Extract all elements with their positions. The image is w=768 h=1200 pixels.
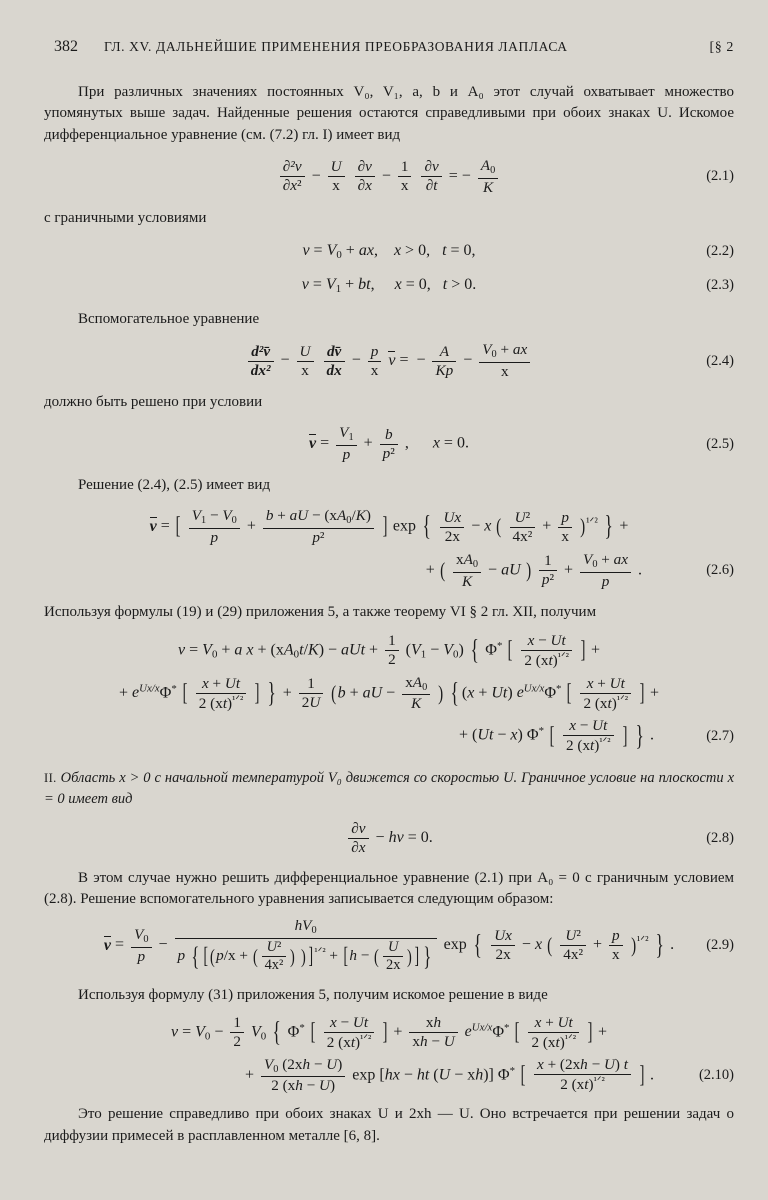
equation-2-2	[44, 241, 734, 263]
equation-2-6-line1-body: v = [ $\frac{V_1 - V_0}{p}$ + $\frac{b + aU - (хA_0/K)}{\text{p²}}$ ] exp { $\frac{Ux}{2х}$ − x ( $\frac{\text{U²}}{\text{4х²}}$ + $\frac{p}{х}$ )$^{^1ᐟ^2}$ } +	[149, 507, 629, 546]
equation-2-8	[44, 821, 734, 856]
equation-number-2-4: (2.4)	[706, 352, 734, 369]
equation-2-7-line3-body: + (Ut − x) Φ* [ $\frac{x - Ut}{2 (хt)^{^1ᐟ^2}}$ ] } .	[459, 717, 654, 755]
equation-2-7-line1	[44, 633, 734, 669]
equation-2-3-body: $v = V_1$ + bt, x = 0, t > 0.	[301, 276, 477, 296]
equation-number-2-9: (2.9)	[706, 937, 734, 954]
equation-2-5-body: v = $\frac{V_1}{p}$ + $\frac{b}{\text{p²}}$ , x = 0.	[309, 424, 469, 463]
note-lead: II.	[44, 771, 57, 786]
equation-2-9-body: v = $\frac{V_0}{p}$ − $hV_0$ p { [ (p/х + ( $\frac{\text{U²}}{\text{4х²}}$ ) ) ] $^{^1ᐟ^2}$ + [h − ( $\frac{U}{2х}$ ) ] } exp { $\frac{Ux}{2х}$ − x ( $\frac{\text{U²}}{\text{4х²}}$ + $\frac{p}{х}$ )$^{^1ᐟ^2}$ } .	[103, 917, 675, 974]
equation-2-8-body: $\frac{\partial v}{\partial x}$ − hv = 0.	[345, 821, 432, 856]
equation-2-4	[44, 342, 734, 380]
equation-2-10-line2	[44, 1057, 734, 1095]
paragraph-1: При различных значениях постоянных V₀, V₁, a, b и A₀ этот случай охватывает множество упомянутых выше задач. Найденные решения остаются справедливыми при обоих знаках U. Искомое дифференциальное уравнение (см. (7.2) гл. I) имеет вид	[44, 84, 734, 143]
paragraph-9: Это решение справедливо при обоих знаках U и 2хh — U. Оно встречается при решении задач о диффузии примесей в расплавленном металле [6, 8].	[44, 1106, 734, 1144]
equation-number-2-10: (2.10)	[698, 1066, 734, 1083]
equation-number-2-7: (2.7)	[706, 727, 734, 744]
equation-2-1	[44, 158, 734, 196]
paragraph-3: Вспомогательное уравнение	[78, 310, 260, 327]
equation-2-10-line1-body: $v = V_0$ − $\frac{1}{2}$ $V_0$ { Φ* [ $\frac{x - Ut}{2 (хt)^{^1ᐟ^2}}$ ] + $\frac{хh}{хh - U}$ $e^{Ux/х}\Phi^*$ [ $\frac{x + Ut}{2 (хt)^{^1ᐟ^2}}$ ] +	[170, 1013, 608, 1051]
paragraph-7: В этом случае нужно решить дифференциальное уравнение (2.1) при A₀ = 0 с граничным условием (2.8). Решение вспомогательного уравнения записывается следующим образом:	[44, 869, 734, 908]
paragraph-2: с граничными условиями	[44, 209, 207, 226]
section-marker: [§ 2	[709, 40, 734, 55]
equation-2-6-line1	[44, 508, 734, 546]
equation-2-1-body: $\frac{\text{∂²v}}{\text{∂x²}}$ − $\frac{U}{х}$ $\frac{\partial v}{\partial x}$ − $\frac{1}{х}$ $\frac{\partial v}{\partial t}$ = − $\frac{A_0}{K}$	[277, 158, 501, 196]
equation-2-7-line2	[44, 675, 734, 713]
equation-number-2-3: (2.3)	[706, 277, 734, 294]
equation-2-7-line2-body: + $e^{Ux/х}\Phi^*$ [ $\frac{x + Ut}{2 (хt)^{^1ᐟ^2}}$ ] } + $\frac{1}{2U}$ (b + aU − $\frac{хA_0}{K}$ ) { (x + Ut) $e^{Ux/х}\Phi^*$ [ $\frac{x + Ut}{2 (хt)^{^1ᐟ^2}}$ ] +	[118, 673, 660, 713]
equation-number-2-6: (2.6)	[706, 562, 734, 579]
equation-2-10-line2-body: + $\frac{V_0 (2хh - U)}{2 (хh - U)}$ exp [hx − ht (U − хh)] Φ* [ $\frac{x + (2хh - U) t}{2 (хt)^{^1ᐟ^2}}$ ] .	[244, 1055, 654, 1095]
equation-2-5	[44, 425, 734, 463]
equation-2-10-line1	[44, 1015, 734, 1051]
equation-2-6-line2	[44, 552, 734, 590]
page-header	[44, 38, 734, 56]
equation-number-2-8: (2.8)	[706, 829, 734, 846]
equation-2-7-line1-body: $v = V_0 + a$ $x + (хA_0t/K)$ − aUt + $\frac{1}{2}$ $(V_1 - V_0)$ { Φ* [ $\frac{x - Ut}{2 (хt)^{^1ᐟ^2}}$ ] +	[178, 631, 600, 669]
equation-2-9	[44, 918, 734, 973]
note-paragraph	[44, 768, 734, 809]
running-title: ГЛ. XV. ДАЛЬНЕЙШИЕ ПРИМЕНЕНИЯ ПРЕОБРАЗОВАНИЯ ЛАПЛАСА	[104, 39, 568, 54]
equation-2-2-body: $v = V_0$ + ax, x > 0, t = 0,	[302, 242, 476, 262]
equation-number-2-5: (2.5)	[706, 435, 734, 452]
equation-2-3	[44, 275, 734, 297]
paragraph-4: должно быть решено при условии	[44, 393, 263, 410]
equation-2-4-body: $\frac{\text{d²v̄}}{\text{dx²}}$ − $\frac{U}{х}$ $\frac{dv̄}{dx}$ − $\frac{p}{х}$ v = − $\frac{A}{Kp}$ − $\frac{V_0 + ax}{х}$	[245, 342, 533, 380]
note-text: Область x > 0 с начальной температурой V₀ движется со скоростью U. Граничное условие на плоскости x = 0 имеет вид	[44, 770, 735, 807]
equation-number-2-1: (2.1)	[706, 168, 734, 185]
paragraph-8: Используя формулу (31) приложения 5, получим искомое решение в виде	[78, 987, 548, 1004]
paragraph-5: Решение (2.4), (2.5) имеет вид	[78, 476, 271, 493]
equation-number-2-2: (2.2)	[706, 243, 734, 260]
equation-2-6-line2-body: + ( $\frac{хA_0}{K}$ − aU ) $\frac{1}{\text{p²}}$ + $\frac{V_0 + ax}{p}$ .	[425, 550, 642, 590]
equation-2-7-line3	[44, 718, 734, 754]
paragraph-6: Используя формулы (19) и (29) приложения 5, а также теорему VI § 2 гл. XII, получим	[44, 603, 597, 620]
page-number: 382	[54, 38, 78, 55]
